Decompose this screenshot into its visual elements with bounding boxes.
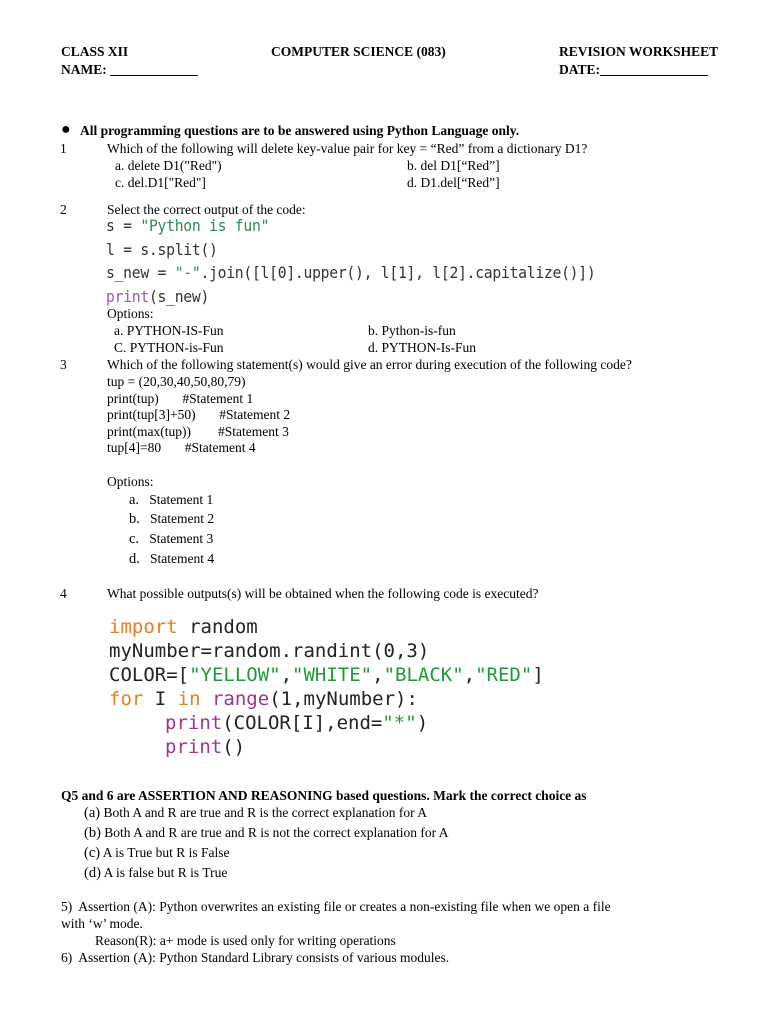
- ar-choice: (d) A is false but R is True: [84, 865, 228, 881]
- q2-option-c: C. PYTHON-is-Fun: [114, 340, 224, 355]
- q4-code-line1: import random: [109, 616, 258, 638]
- q6-assertion: 6) Assertion (A): Python Standard Library consists of various modules.: [61, 950, 450, 965]
- class-label: CLASS XII: [61, 44, 129, 59]
- q2-option-a: a. PYTHON-IS-Fun: [114, 323, 224, 338]
- subject-title: COMPUTER SCIENCE (083): [271, 44, 446, 59]
- q4-code-line2: myNumber=random.randint(0,3): [109, 640, 430, 662]
- ar-choice: (b) Both A and R are true and R is not the correct explanation for A: [84, 825, 449, 841]
- q2-option-b: b. Python-is-fun: [368, 323, 456, 338]
- q2-number: 2: [60, 202, 67, 217]
- q3-code-line: print(tup) #Statement 1: [107, 391, 254, 406]
- q2-option-d: d. PYTHON-Is-Fun: [368, 340, 476, 355]
- q3-option: a. Statement 1: [129, 492, 214, 508]
- q1-option-a: a. delete D1("Red"): [115, 158, 222, 173]
- q5-assertion-cont: with ‘w’ mode.: [61, 916, 143, 931]
- ar-choice: (c) A is True but R is False: [84, 845, 230, 861]
- q4-code-line5: print(COLOR[I],end="*"): [165, 712, 429, 734]
- instruction: All programming questions are to be answered using Python Language only.: [80, 123, 520, 138]
- q1-number: 1: [60, 141, 67, 156]
- q1-text: Which of the following will delete key-value pair for key = “Red” from a dictionary D1?: [107, 141, 588, 156]
- worksheet-title: REVISION WORKSHEET: [559, 44, 719, 59]
- q3-code-line: print(max(tup)) #Statement 3: [107, 424, 289, 439]
- q3-code-line: tup = (20,30,40,50,80,79): [107, 374, 246, 389]
- q3-option: d. Statement 4: [129, 551, 215, 567]
- q4-code-line4: for I in range(1,myNumber):: [109, 688, 418, 710]
- q4-code-line3: COLOR=["YELLOW","WHITE","BLACK","RED"]: [109, 664, 544, 686]
- q4-number: 4: [60, 586, 67, 601]
- bullet-icon: ●: [61, 121, 71, 138]
- q1-option-d: d. D1.del[“Red”]: [407, 175, 500, 190]
- q3-option: b. Statement 2: [129, 511, 215, 527]
- ar-heading: Q5 and 6 are ASSERTION AND REASONING based questions. Mark the correct choice as: [61, 788, 587, 803]
- date-field: DATE:________________: [559, 62, 709, 77]
- q3-text: Which of the following statement(s) would give an error during execution of the following code?: [107, 357, 632, 372]
- q3-code-line: tup[4]=80 #Statement 4: [107, 440, 256, 455]
- q5-assertion: 5) Assertion (A): Python overwrites an existing file or creates a non-existing file when we open a file: [61, 899, 611, 914]
- name-field: NAME: _____________: [61, 62, 198, 77]
- q2-text: Select the correct output of the code:: [107, 202, 306, 217]
- q1-option-b: b. del D1[“Red”]: [407, 158, 500, 173]
- q3-option: c. Statement 3: [129, 531, 214, 547]
- q4-code-line6: print(): [165, 736, 246, 758]
- q3-number: 3: [60, 357, 67, 372]
- q2-code-line1: s = "Python is fun": [106, 216, 270, 235]
- q1-option-c: c. del.D1["Red"]: [115, 175, 206, 190]
- q2-options-label: Options:: [107, 306, 154, 321]
- q2-code-line2: l = s.split(): [106, 240, 218, 259]
- q4-text: What possible outputs(s) will be obtained when the following code is executed?: [107, 586, 539, 601]
- q2-code-line4: print(s_new): [106, 287, 210, 306]
- q5-reason: Reason(R): a+ mode is used only for writing operations: [95, 933, 396, 948]
- q3-code-line: print(tup[3]+50) #Statement 2: [107, 407, 291, 422]
- q3-options-label: Options:: [107, 474, 154, 489]
- q2-code-line3: s_new = "-".join([l[0].upper(), l[1], l[2].capitalize()]): [106, 263, 596, 282]
- ar-choice: (a) Both A and R are true and R is the correct explanation for A: [84, 805, 428, 821]
